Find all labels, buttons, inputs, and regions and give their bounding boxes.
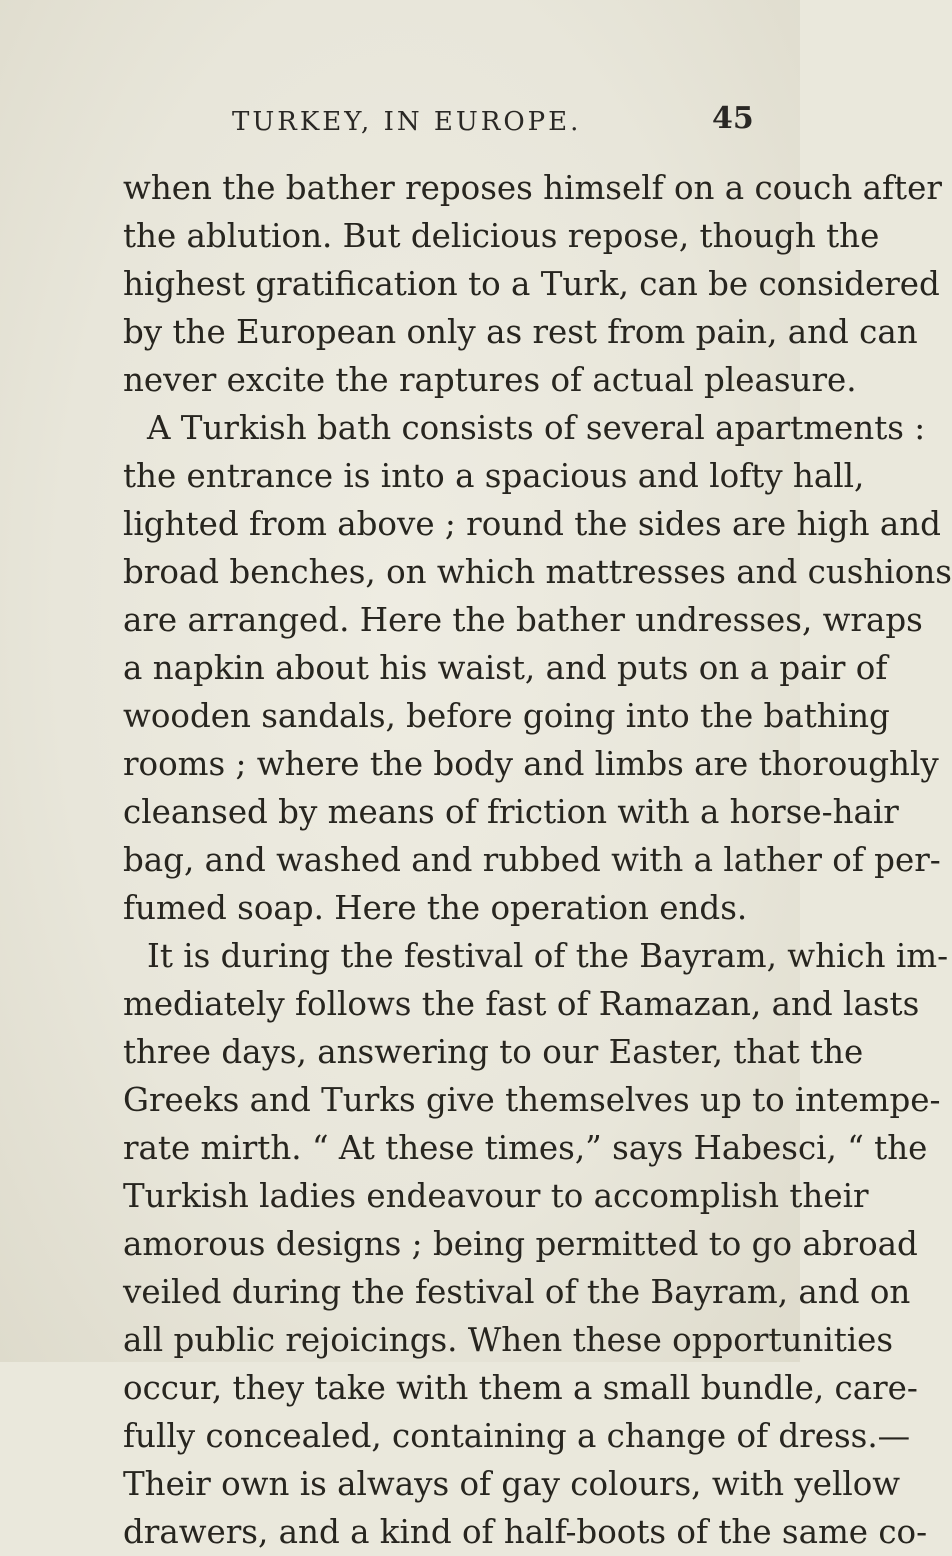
text-line: broad benches, on which mattresses and cushions	[123, 553, 952, 591]
text-line: the entrance is into a spacious and lofty hall,	[123, 457, 865, 495]
text-line: highest gratification to a Turk, can be considered	[123, 265, 940, 303]
text-line: drawers, and a kind of half-boots of the same co-	[123, 1513, 928, 1551]
text-line: never excite the raptures of actual pleasure.	[123, 361, 857, 399]
text-line: a napkin about his waist, and puts on a pair of	[123, 649, 888, 687]
text-line: fully concealed, containing a change of dress.—	[123, 1417, 911, 1455]
text-line: Greeks and Turks give themselves up to intempe-	[123, 1081, 941, 1119]
page-number: 45	[712, 101, 754, 136]
text-line: veiled during the festival of the Bayram, and on	[123, 1273, 911, 1311]
paragraph-first-line: It is during the festival of the Bayram, which im-	[147, 937, 949, 975]
text-line: bag, and washed and rubbed with a lather of per-	[123, 841, 941, 879]
page-header	[0, 101, 800, 147]
text-line: all public rejoicings. When these opportunities	[123, 1321, 894, 1359]
text-line: wooden sandals, before going into the bathing	[123, 697, 890, 735]
text-line: rate mirth. “ At these times,” says Habesci, “ the	[123, 1129, 928, 1167]
text-line: amorous designs ; being permitted to go abroad	[123, 1225, 918, 1263]
text-line: are arranged. Here the bather undresses, wraps	[123, 601, 923, 639]
text-line: occur, they take with them a small bundle, care-	[123, 1369, 918, 1407]
text-line: three days, answering to our Easter, that the	[123, 1033, 864, 1071]
text-line: rooms ; where the body and limbs are thoroughly	[123, 745, 939, 783]
paragraph-first-line: A Turkish bath consists of several apartments :	[147, 409, 926, 447]
text-line: by the European only as rest from pain, and can	[123, 313, 918, 351]
text-line: fumed soap. Here the operation ends.	[123, 889, 748, 927]
text-line: the ablution. But delicious repose, though the	[123, 217, 880, 255]
text-line: cleansed by means of friction with a horse-hair	[123, 793, 899, 831]
text-line: mediately follows the fast of Ramazan, and lasts	[123, 985, 920, 1023]
text-line: when the bather reposes himself on a couch after	[123, 169, 942, 207]
text-line: Their own is always of gay colours, with yellow	[123, 1465, 901, 1503]
running-head: TURKEY, IN EUROPE.	[232, 107, 582, 137]
text-line: Turkish ladies endeavour to accomplish their	[123, 1177, 869, 1215]
text-line: lighted from above ; round the sides are high and	[123, 505, 941, 543]
